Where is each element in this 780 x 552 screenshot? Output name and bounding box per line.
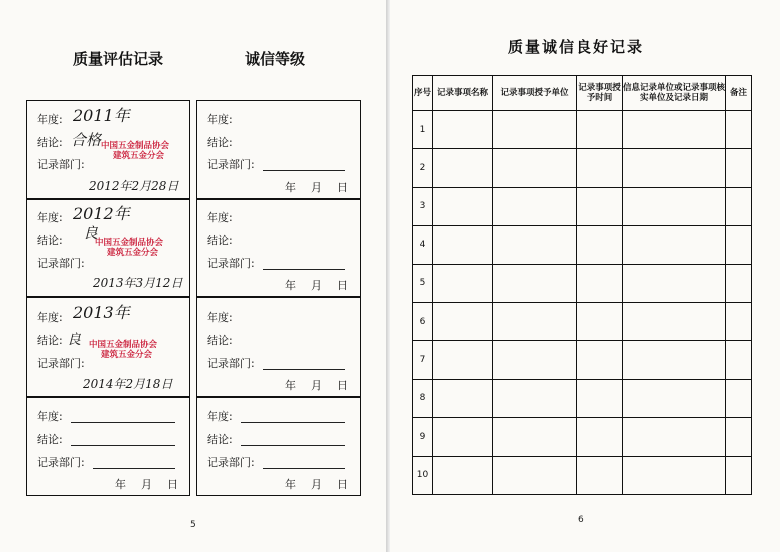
table-row	[413, 418, 752, 456]
year-line	[241, 422, 345, 423]
year-label: 年度:	[37, 113, 63, 126]
year-label: 年度:	[207, 410, 233, 423]
date-day-unit: 日	[337, 478, 348, 491]
credit-card-1	[196, 100, 361, 199]
dept-label: 记录部门:	[37, 158, 85, 171]
table-row	[413, 456, 752, 494]
conclusion-line	[71, 445, 175, 446]
row-number: 1	[413, 111, 433, 149]
dept-label: 记录部门:	[37, 257, 85, 270]
year-label: 年度:	[207, 311, 233, 324]
col-serial: 序号	[413, 76, 433, 111]
row-number: 7	[413, 341, 433, 379]
credit-card-4	[196, 397, 361, 496]
dept-label: 记录部门:	[207, 158, 255, 171]
association-stamp: 中国五金制品协会 建筑五金分会	[89, 340, 158, 360]
quality-card-2	[26, 199, 190, 297]
conclusion-label: 结论:	[37, 334, 63, 347]
col-recording-unit: 信息记录单位或记录事项核实单位及记录日期	[623, 76, 726, 111]
date-day-unit: 日	[337, 279, 348, 292]
row-number: 5	[413, 264, 433, 302]
table-row	[413, 187, 752, 225]
conclusion-label: 结论:	[37, 136, 63, 149]
year-label: 年度:	[37, 311, 63, 324]
date-year-unit: 年	[115, 478, 126, 491]
dept-label: 记录部门:	[37, 357, 85, 370]
row-number: 3	[413, 187, 433, 225]
table-row	[413, 341, 752, 379]
conclusion-label: 结论:	[37, 234, 63, 247]
table-row	[413, 264, 752, 302]
row-number: 6	[413, 302, 433, 340]
table-row	[413, 111, 752, 149]
table-row	[413, 226, 752, 264]
handwritten-result: 合格	[71, 131, 102, 149]
dept-line	[263, 369, 345, 370]
page-number-right: 6	[578, 515, 584, 525]
table-row	[413, 302, 752, 340]
good-record-title: 质量诚信良好记录	[508, 38, 645, 56]
dept-line	[263, 170, 345, 171]
handwritten-year: 2012年	[73, 204, 130, 223]
credit-level-title: 诚信等级	[245, 50, 306, 68]
handwritten-year: 2013年	[73, 303, 130, 322]
col-granting-unit: 记录事项授予单位	[493, 76, 577, 111]
conclusion-label: 结论:	[207, 234, 233, 247]
date-month-unit: 月	[311, 379, 322, 392]
row-number: 4	[413, 226, 433, 264]
date-year-unit: 年	[285, 379, 296, 392]
date-month-unit: 月	[311, 181, 322, 194]
association-stamp: 中国五金制品协会 建筑五金分会	[101, 141, 170, 161]
date-month-unit: 月	[141, 478, 152, 491]
dept-label: 记录部门:	[207, 456, 255, 469]
row-number: 2	[413, 149, 433, 187]
quality-card-4	[26, 397, 190, 496]
year-label: 年度:	[207, 113, 233, 126]
dept-label: 记录部门:	[37, 456, 85, 469]
conclusion-label: 结论:	[207, 433, 233, 446]
good-record-table	[412, 75, 752, 495]
handwritten-date: 2012年2月28日	[89, 179, 179, 193]
col-granting-time: 记录事项授予时间	[577, 76, 623, 111]
col-remarks: 备注	[726, 76, 752, 111]
table-row	[413, 149, 752, 187]
date-year-unit: 年	[285, 478, 296, 491]
handwritten-year: 2011年	[73, 106, 130, 125]
association-stamp: 中国五金制品协会 建筑五金分会	[95, 238, 164, 258]
dept-label: 记录部门:	[207, 357, 255, 370]
dept-line	[93, 468, 175, 469]
dept-label: 记录部门:	[207, 257, 255, 270]
date-day-unit: 日	[337, 379, 348, 392]
table-header-row	[413, 76, 752, 111]
handwritten-date: 2014年2月18日	[83, 377, 173, 391]
quality-assessment-title: 质量评估记录	[73, 50, 164, 68]
date-day-unit: 日	[167, 478, 178, 491]
quality-card-3	[26, 297, 190, 397]
dept-line	[263, 468, 345, 469]
row-number: 10	[413, 456, 433, 494]
year-label: 年度:	[37, 410, 63, 423]
credit-card-2	[196, 199, 361, 297]
conclusion-label: 结论:	[37, 433, 63, 446]
col-item-name: 记录事项名称	[433, 76, 493, 111]
handwritten-result: 良	[83, 224, 99, 242]
date-month-unit: 月	[311, 478, 322, 491]
year-line	[71, 422, 175, 423]
date-year-unit: 年	[285, 181, 296, 194]
credit-card-3	[196, 297, 361, 397]
handwritten-result: 良	[67, 332, 81, 348]
handwritten-date: 2013年3月12日	[93, 276, 183, 290]
conclusion-label: 结论:	[207, 136, 233, 149]
year-label: 年度:	[37, 211, 63, 224]
date-day-unit: 日	[337, 181, 348, 194]
row-number: 9	[413, 418, 433, 456]
quality-card-1	[26, 100, 190, 199]
date-month-unit: 月	[311, 279, 322, 292]
dept-line	[263, 269, 345, 270]
row-number: 8	[413, 379, 433, 417]
conclusion-line	[241, 445, 345, 446]
date-year-unit: 年	[285, 279, 296, 292]
page-number-left: 5	[190, 520, 196, 530]
year-label: 年度:	[207, 211, 233, 224]
conclusion-label: 结论:	[207, 334, 233, 347]
table-row	[413, 379, 752, 417]
